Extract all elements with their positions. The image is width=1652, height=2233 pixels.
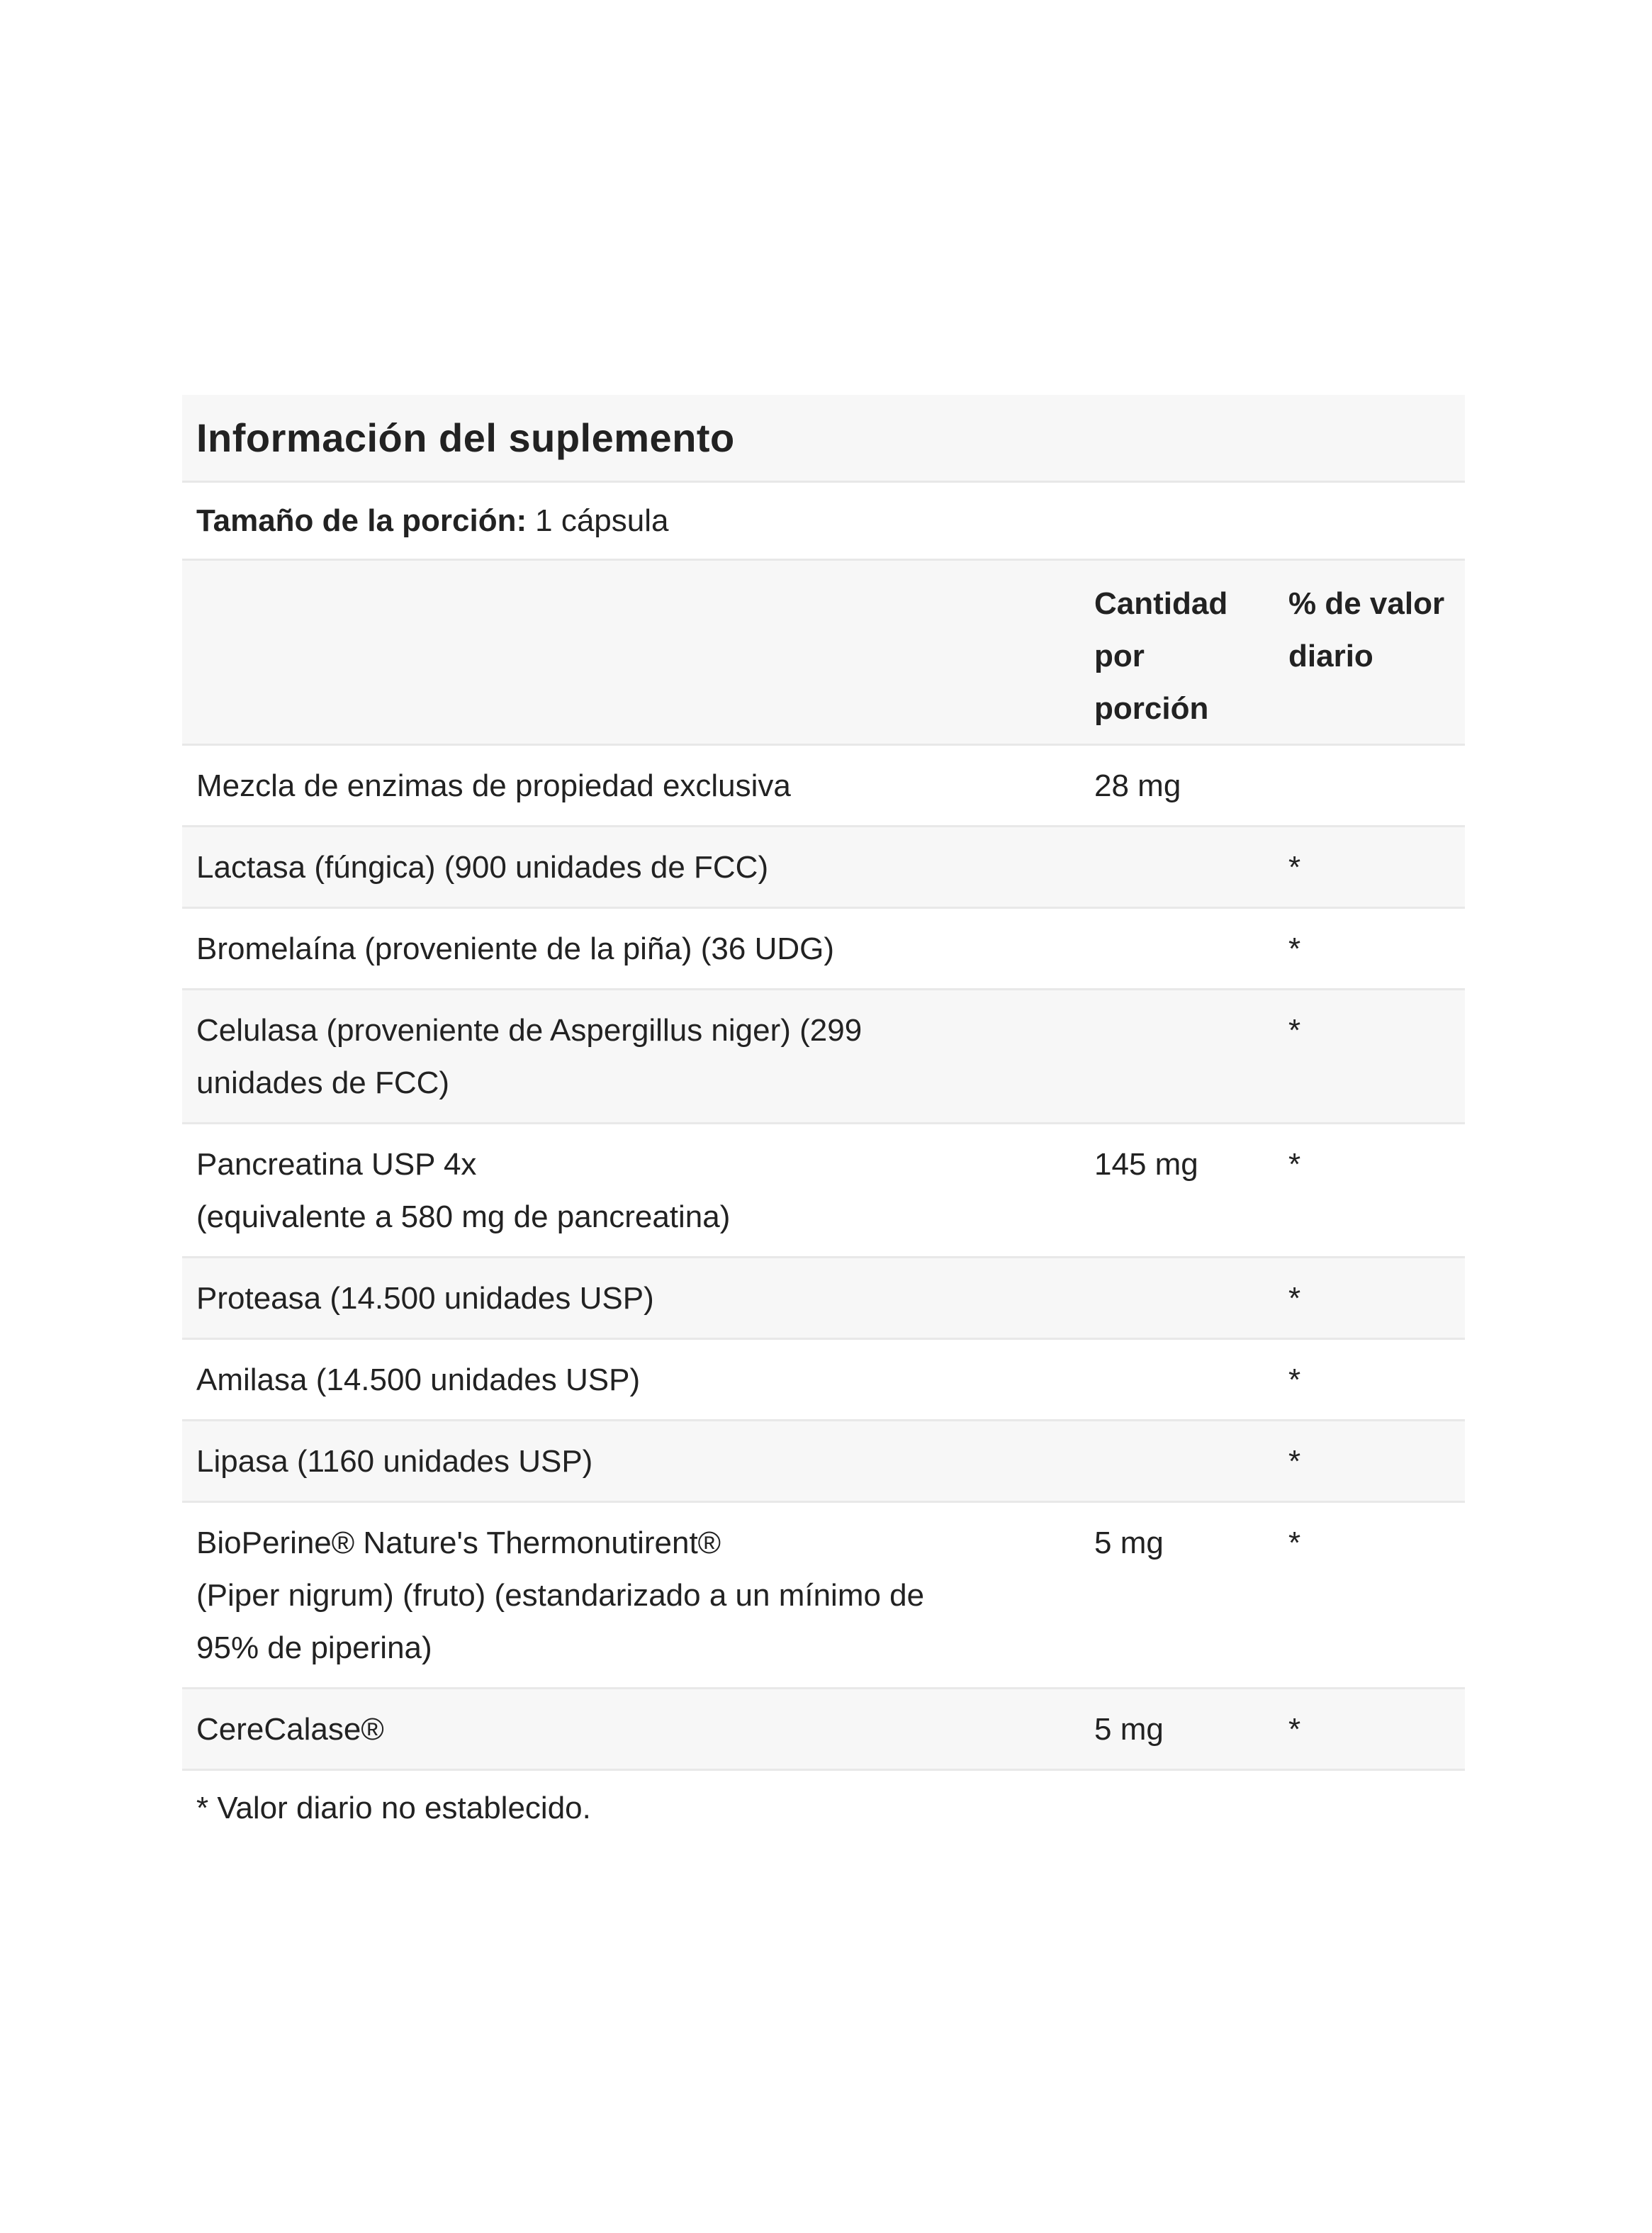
ingredient-name-line: Pancreatina USP 4x [196, 1147, 477, 1182]
nutrient-table [182, 561, 1465, 1771]
ingredient-name-line: Bromelaína (proveniente de la piña) (36 UDG) [196, 931, 835, 966]
ingredient-name-line: CereCalase® [196, 1712, 384, 1747]
table-row [182, 990, 1465, 1124]
daily-value: * [1288, 1124, 1465, 1258]
serving-size-label: Tamaño de la porción: [196, 503, 527, 538]
ingredient-name [182, 908, 1094, 990]
ingredient-name [182, 1421, 1094, 1502]
ingredient-column-header [182, 561, 1094, 745]
serving-size-row [182, 483, 1465, 561]
table-header-row [182, 561, 1465, 745]
table-row [182, 1502, 1465, 1689]
daily-value: * [1288, 908, 1465, 990]
table-row [182, 908, 1465, 990]
table-row [182, 1339, 1465, 1421]
ingredient-name [182, 990, 1094, 1124]
amount-per-serving: 5 mg [1094, 1689, 1288, 1770]
daily-value: * [1288, 1258, 1465, 1339]
ingredient-name [182, 1124, 1094, 1258]
daily-value: * [1288, 1421, 1465, 1502]
serving-size-value: 1 cápsula [535, 503, 669, 538]
amount-per-serving: 145 mg [1094, 1124, 1288, 1258]
daily-value: * [1288, 827, 1465, 908]
daily-value: * [1288, 990, 1465, 1124]
panel-title: Información del suplemento [196, 415, 735, 460]
daily-value-column-header: % de valor diario [1288, 561, 1465, 745]
ingredient-name-line: (equivalente a 580 mg de pancreatina) [196, 1199, 731, 1234]
amount-per-serving [1094, 1339, 1288, 1421]
ingredient-name-line: unidades de FCC) [196, 1065, 450, 1100]
daily-value: * [1288, 1502, 1465, 1689]
amount-per-serving [1094, 908, 1288, 990]
ingredient-name-line: 95% de piperina) [196, 1630, 432, 1665]
amount-per-serving: 5 mg [1094, 1502, 1288, 1689]
footnote: * Valor diario no establecido. [196, 1791, 591, 1825]
daily-value [1288, 745, 1465, 827]
supplement-facts-panel [182, 395, 1465, 1835]
ingredient-name-line: Lactasa (fúngica) (900 unidades de FCC) [196, 850, 769, 885]
table-row [182, 827, 1465, 908]
ingredient-name [182, 827, 1094, 908]
nutrient-rows [182, 745, 1465, 1770]
daily-value: * [1288, 1339, 1465, 1421]
ingredient-name [182, 1689, 1094, 1770]
table-row [182, 745, 1465, 827]
table-row [182, 1421, 1465, 1502]
amount-per-serving [1094, 1258, 1288, 1339]
ingredient-name-line: Lipasa (1160 unidades USP) [196, 1444, 593, 1479]
ingredient-name-line: Amilasa (14.500 unidades USP) [196, 1362, 641, 1397]
ingredient-name [182, 745, 1094, 827]
table-row [182, 1258, 1465, 1339]
ingredient-name [182, 1339, 1094, 1421]
amount-per-serving: 28 mg [1094, 745, 1288, 827]
amount-per-serving [1094, 1421, 1288, 1502]
amount-per-serving [1094, 990, 1288, 1124]
ingredient-name-line: Celulasa (proveniente de Aspergillus niger) (299 [196, 1013, 862, 1048]
ingredient-name-line: BioPerine® Nature's Thermonutirent® [196, 1526, 721, 1560]
title-bar [182, 395, 1465, 483]
ingredient-name [182, 1258, 1094, 1339]
ingredient-name-line: Mezcla de enzimas de propiedad exclusiva [196, 768, 791, 803]
ingredient-name [182, 1502, 1094, 1689]
table-row [182, 1124, 1465, 1258]
table-row [182, 1689, 1465, 1770]
ingredient-name-line: (Piper nigrum) (fruto) (estandarizado a un mínimo de [196, 1578, 925, 1613]
daily-value: * [1288, 1689, 1465, 1770]
ingredient-name-line: Proteasa (14.500 unidades USP) [196, 1281, 654, 1316]
amount-per-serving [1094, 827, 1288, 908]
amount-column-header: Cantidad por porción [1094, 561, 1288, 745]
